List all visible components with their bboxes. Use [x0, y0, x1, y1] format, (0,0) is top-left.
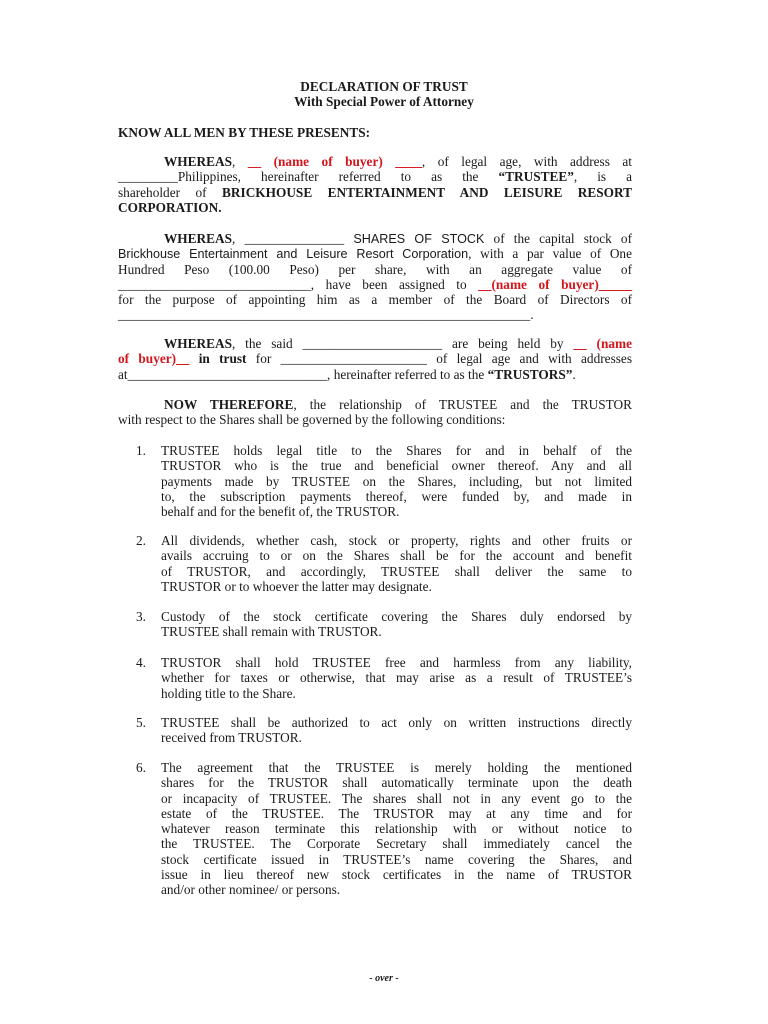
whereas-paragraph-1 [118, 154, 632, 215]
p2-line-6: ______________________________________________________________. [118, 307, 534, 323]
condition-line: estate of the TRUSTEE. The TRUSTOR may at any time and for [161, 805, 632, 821]
document-subtitle: With Special Power of Attorney [294, 94, 474, 109]
p4-line-1: NOW THEREFORE, the relationship of TRUSTEE and the TRUSTOR [164, 397, 633, 412]
buyer-name-placeholder: __ (name [573, 336, 632, 351]
p1-line-2: _________Philippines, hereinafter referred to as the “TRUSTEE”, is a [118, 169, 632, 185]
condition-line: shares for the TRUSTOR shall automatically terminate upon the death [161, 775, 632, 791]
now-therefore-paragraph [118, 397, 632, 428]
condition-text [161, 760, 632, 898]
condition-line: received from TRUSTOR. [161, 730, 302, 746]
condition-line: stock certificate issued in TRUSTEE’s name covering the Shares, and [161, 851, 632, 867]
condition-text [161, 533, 632, 594]
p2-line-4: _____________________________, have been assigned to __(name of buyer)_____ [118, 276, 632, 292]
p2-line-1: WHEREAS, _______________ SHARES OF STOCK of the capital stock of [164, 231, 633, 246]
page-footer: - over - [369, 973, 399, 984]
condition-text [161, 715, 632, 746]
opening-heading: KNOW ALL MEN BY THESE PRESENTS: [118, 125, 371, 140]
p2-line-5: for the purpose of appointing him as a member of the Board of Directors of [118, 292, 632, 308]
condition-line: of TRUSTOR, and accordingly, TRUSTEE shall deliver the same to [161, 563, 632, 579]
condition-line: TRUSTOR shall hold TRUSTEE free and harmless from any liability, [161, 655, 632, 670]
condition-line: TRUSTEE shall remain with TRUSTOR. [161, 624, 382, 640]
buyer-name-placeholder: __ (name of buyer) ____ [247, 154, 422, 169]
condition-number: 1. [136, 443, 146, 458]
condition-line: or incapacity of TRUSTEE. The shares shall not in any event go to the [161, 790, 632, 806]
condition-number: 4. [136, 655, 146, 670]
condition-number: 2. [136, 533, 146, 548]
condition-line: holding title to the Share. [161, 685, 296, 701]
condition-number: 5. [136, 715, 146, 730]
p3-line-2: of buyer)__ in trust for ______________________ of legal age and with addresses [118, 351, 632, 367]
condition-text [161, 609, 632, 640]
p1-line-1: WHEREAS, __ (name of buyer) ____, of legal age, with address at [164, 154, 632, 169]
whereas-paragraph-2 [118, 231, 632, 323]
p1-line-3: shareholder of BRICKHOUSE ENTERTAINMENT AND LEISURE RESORT [118, 184, 632, 200]
condition-text [161, 655, 632, 701]
condition-line: All dividends, whether cash, stock or property, rights and other fruits or [161, 533, 632, 548]
document-title: DECLARATION OF TRUST [300, 79, 468, 94]
p3-line-3: at______________________________, hereinafter referred to as the “TRUSTORS”. [118, 366, 576, 382]
condition-line: the TRUSTEE. The Corporate Secretary shall immediately cancel the [161, 836, 632, 852]
condition-number: 6. [136, 760, 146, 775]
condition-number: 3. [136, 609, 146, 624]
condition-line: TRUSTOR or to whoever the latter may designate. [161, 578, 432, 594]
condition-line: and/or other nominee/ or persons. [161, 882, 341, 898]
condition-line: to, the subscription payments thereof, were funded by, and made in [161, 488, 632, 504]
condition-line: TRUSTEE holds legal title to the Shares for and in behalf of the [161, 443, 632, 458]
p2-line-3: Hundred Peso (100.00 Peso) per share, with an aggregate value of [118, 261, 632, 277]
condition-text [161, 443, 632, 519]
condition-line: The agreement that the TRUSTEE is merely holding the mentioned [161, 760, 632, 775]
condition-line: Custody of the stock certificate covering the Shares duly endorsed by [161, 609, 632, 624]
p1-line-4: CORPORATION. [118, 199, 222, 215]
condition-line: TRUSTEE shall be authorized to act only on written instructions directly [161, 715, 632, 730]
condition-line: whether for taxes or otherwise, that may arise as a result of TRUSTEE’s [161, 670, 632, 686]
condition-line: behalf and for the benefit of, the TRUSTOR. [161, 504, 400, 520]
p2-line-2: Brickhouse Entertainment and Leisure Resort Corporation, with a par value of One [118, 246, 632, 262]
condition-line: TRUSTOR who is the true and beneficial owner thereof. Any and all [161, 458, 632, 474]
p4-line-2: with respect to the Shares shall be governed by the following conditions: [118, 412, 506, 428]
condition-line: payments made by TRUSTEE on the Shares, including, but not limited [161, 473, 632, 489]
p3-line-1: WHEREAS, the said _____________________ are being held by __ (name [164, 336, 632, 351]
condition-line: issue in lieu thereof new stock certificates in the name of TRUSTOR [161, 867, 632, 883]
whereas-paragraph-3 [118, 336, 632, 382]
buyer-name-placeholder: __(name of buyer)_____ [478, 276, 632, 292]
condition-line: avails accruing to or on the Shares shall be for the account and benefit [161, 548, 632, 564]
condition-line: whatever reason terminate this relationship with or without notice to [161, 821, 632, 837]
